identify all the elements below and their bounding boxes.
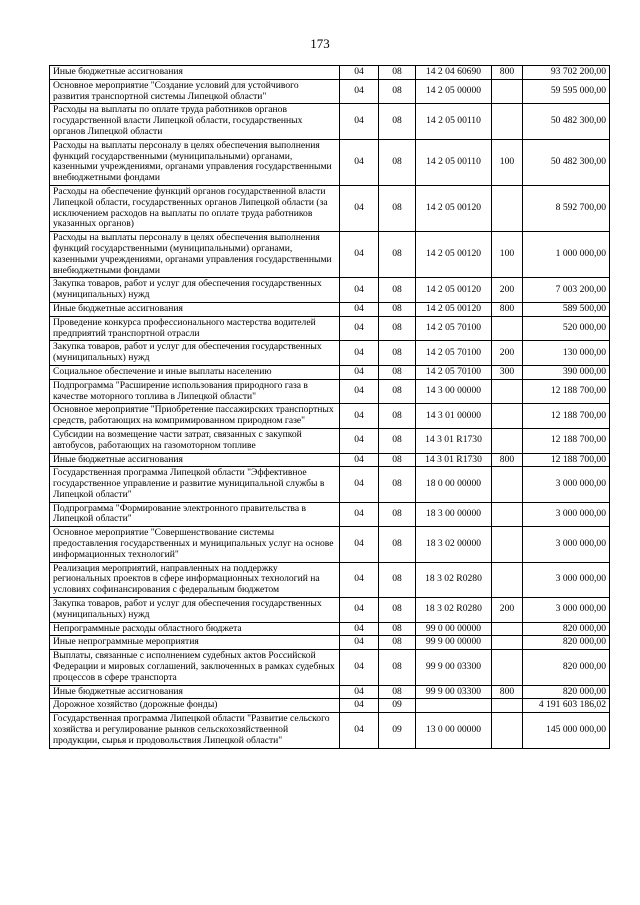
row-target-article: 14 3 00 00000: [416, 379, 492, 404]
row-target-article: 14 3 01 00000: [416, 404, 492, 429]
row-amount: 7 003 200,00: [523, 278, 610, 303]
row-section-code: 04: [340, 502, 379, 527]
row-subsection-code: 08: [379, 650, 416, 685]
row-expense-type: 300: [492, 365, 523, 379]
table-row: [50, 502, 610, 527]
row-expense-type: [492, 428, 523, 453]
row-expense-type: 200: [492, 341, 523, 366]
row-section-code: 04: [340, 302, 379, 316]
row-amount: 50 482 300,00: [523, 139, 610, 185]
row-expense-type: [492, 316, 523, 341]
table-row: [50, 104, 610, 139]
row-section-code: 04: [340, 650, 379, 685]
row-amount: 12 188 700,00: [523, 404, 610, 429]
row-name: Иные бюджетные ассигнования: [50, 453, 340, 467]
row-amount: 3 000 000,00: [523, 467, 610, 502]
table-row: [50, 467, 610, 502]
row-subsection-code: 09: [379, 713, 416, 748]
row-section-code: 04: [340, 636, 379, 650]
row-name: Социальное обеспечение и иные выплаты населению: [50, 365, 340, 379]
row-subsection-code: 08: [379, 527, 416, 562]
row-expense-type: 100: [492, 139, 523, 185]
table-row: [50, 79, 610, 104]
row-section-code: 04: [340, 527, 379, 562]
row-target-article: 14 2 05 00120: [416, 278, 492, 303]
table-row: [50, 699, 610, 713]
row-amount: 820 000,00: [523, 650, 610, 685]
budget-table-body: [50, 66, 610, 749]
row-amount: 820 000,00: [523, 622, 610, 636]
row-target-article: 14 2 05 00110: [416, 139, 492, 185]
row-amount: 130 000,00: [523, 341, 610, 366]
row-name: Непрограммные расходы областного бюджета: [50, 622, 340, 636]
row-amount: 3 000 000,00: [523, 527, 610, 562]
row-amount: 3 000 000,00: [523, 502, 610, 527]
row-section-code: 04: [340, 185, 379, 231]
row-amount: 589 500,00: [523, 302, 610, 316]
row-expense-type: [492, 467, 523, 502]
table-row: [50, 278, 610, 303]
row-expense-type: [492, 104, 523, 139]
row-amount: 93 702 200,00: [523, 66, 610, 80]
row-section-code: 04: [340, 316, 379, 341]
row-subsection-code: 08: [379, 139, 416, 185]
row-section-code: 04: [340, 139, 379, 185]
row-section-code: 04: [340, 365, 379, 379]
row-amount: 4 191 603 186,02: [523, 699, 610, 713]
row-expense-type: [492, 699, 523, 713]
row-amount: 12 188 700,00: [523, 379, 610, 404]
row-section-code: 04: [340, 232, 379, 278]
table-row: [50, 316, 610, 341]
row-subsection-code: 08: [379, 104, 416, 139]
row-expense-type: [492, 713, 523, 748]
row-target-article: 14 3 01 R1730: [416, 428, 492, 453]
row-name: Закупка товаров, работ и услуг для обеспечения государственных (муниципальных) нужд: [50, 598, 340, 623]
row-subsection-code: 08: [379, 598, 416, 623]
row-target-article: [416, 699, 492, 713]
row-name: Основное мероприятие "Создание условий для устойчивого развития транспортной системы Липецкой области": [50, 79, 340, 104]
row-expense-type: [492, 622, 523, 636]
row-name: Расходы на обеспечение функций органов государственной власти Липецкой области, государственных органов Липецкой области (за исключением расходов на выплаты по оплате труда работников указанных органов): [50, 185, 340, 231]
row-section-code: 04: [340, 598, 379, 623]
row-expense-type: [492, 527, 523, 562]
row-subsection-code: 08: [379, 341, 416, 366]
row-subsection-code: 08: [379, 622, 416, 636]
row-section-code: 04: [340, 562, 379, 597]
row-name: Иные бюджетные ассигнования: [50, 685, 340, 699]
table-row: [50, 139, 610, 185]
row-target-article: 99 9 00 03300: [416, 650, 492, 685]
row-amount: 1 000 000,00: [523, 232, 610, 278]
row-section-code: 04: [340, 467, 379, 502]
row-subsection-code: 08: [379, 636, 416, 650]
row-expense-type: [492, 636, 523, 650]
row-section-code: 04: [340, 428, 379, 453]
row-amount: 12 188 700,00: [523, 428, 610, 453]
row-name: Проведение конкурса профессионального мастерства водителей предприятий транспортной отрасли: [50, 316, 340, 341]
row-subsection-code: 08: [379, 302, 416, 316]
row-name: Дорожное хозяйство (дорожные фонды): [50, 699, 340, 713]
table-row: [50, 453, 610, 467]
row-expense-type: 100: [492, 232, 523, 278]
row-name: Закупка товаров, работ и услуг для обеспечения государственных (муниципальных) нужд: [50, 278, 340, 303]
table-row: [50, 685, 610, 699]
row-subsection-code: 08: [379, 453, 416, 467]
row-name: Основное мероприятие "Приобретение пассажирских транспортных средств, работающих на компримированном природном газе": [50, 404, 340, 429]
table-row: [50, 428, 610, 453]
row-target-article: 14 2 05 00110: [416, 104, 492, 139]
table-row: [50, 232, 610, 278]
row-name: Расходы на выплаты персоналу в целях обеспечения выполнения функций государственными (муниципальными) органами, казенными учреждениями, органами управления государственными внебюджетными фондами: [50, 232, 340, 278]
row-expense-type: [492, 502, 523, 527]
row-expense-type: [492, 562, 523, 597]
table-row: [50, 185, 610, 231]
row-target-article: 14 2 05 00120: [416, 232, 492, 278]
row-section-code: 04: [340, 341, 379, 366]
row-section-code: 04: [340, 66, 379, 80]
row-amount: 3 000 000,00: [523, 598, 610, 623]
row-expense-type: 200: [492, 598, 523, 623]
row-subsection-code: 08: [379, 379, 416, 404]
row-section-code: 04: [340, 713, 379, 748]
row-name: Расходы на выплаты по оплате труда работников органов государственной власти Липецкой области, государственных органов Липецкой области: [50, 104, 340, 139]
budget-table: [49, 65, 610, 749]
row-name: Субсидии на возмещение части затрат, связанных с закупкой автобусов, работающих на газомоторном топливе: [50, 428, 340, 453]
row-target-article: 14 2 05 00000: [416, 79, 492, 104]
row-name: Государственная программа Липецкой области "Эффективное государственное управление и развитие муниципальной службы в Липецкой области": [50, 467, 340, 502]
row-subsection-code: 09: [379, 699, 416, 713]
row-subsection-code: 08: [379, 404, 416, 429]
row-subsection-code: 08: [379, 316, 416, 341]
row-expense-type: [492, 79, 523, 104]
row-subsection-code: 08: [379, 278, 416, 303]
row-subsection-code: 08: [379, 232, 416, 278]
row-target-article: 14 2 05 70100: [416, 341, 492, 366]
table-row: [50, 404, 610, 429]
table-row: [50, 302, 610, 316]
row-name: Закупка товаров, работ и услуг для обеспечения государственных (муниципальных) нужд: [50, 341, 340, 366]
table-row: [50, 562, 610, 597]
row-expense-type: [492, 650, 523, 685]
row-amount: 390 000,00: [523, 365, 610, 379]
row-expense-type: 200: [492, 278, 523, 303]
row-target-article: 18 3 00 00000: [416, 502, 492, 527]
row-section-code: 04: [340, 685, 379, 699]
row-target-article: 14 2 05 70100: [416, 365, 492, 379]
row-name: Иные бюджетные ассигнования: [50, 302, 340, 316]
row-subsection-code: 08: [379, 685, 416, 699]
row-subsection-code: 08: [379, 502, 416, 527]
page-number: 173: [310, 36, 330, 51]
row-section-code: 04: [340, 379, 379, 404]
row-target-article: 18 3 02 R0280: [416, 598, 492, 623]
table-row: [50, 622, 610, 636]
row-amount: 820 000,00: [523, 685, 610, 699]
table-row: [50, 650, 610, 685]
row-amount: 3 000 000,00: [523, 562, 610, 597]
row-expense-type: 800: [492, 453, 523, 467]
row-amount: 520 000,00: [523, 316, 610, 341]
table-row: [50, 636, 610, 650]
row-section-code: 04: [340, 699, 379, 713]
row-name: Основное мероприятие "Совершенствование системы предоставления государственных и муниципальных услуг на основе информационных технологий": [50, 527, 340, 562]
row-target-article: 18 0 00 00000: [416, 467, 492, 502]
table-row: [50, 365, 610, 379]
row-target-article: 14 2 05 70100: [416, 316, 492, 341]
row-name: Иные непрограммные мероприятия: [50, 636, 340, 650]
row-amount: 59 595 000,00: [523, 79, 610, 104]
row-amount: 50 482 300,00: [523, 104, 610, 139]
row-subsection-code: 08: [379, 66, 416, 80]
row-section-code: 04: [340, 79, 379, 104]
row-amount: 145 000 000,00: [523, 713, 610, 748]
row-target-article: 99 0 00 00000: [416, 622, 492, 636]
row-amount: 12 188 700,00: [523, 453, 610, 467]
row-name: Реализация мероприятий, направленных на поддержку региональных проектов в сфере информационных технологий на условиях софинансирования с федеральным бюджетом: [50, 562, 340, 597]
row-subsection-code: 08: [379, 365, 416, 379]
row-name: Выплаты, связанные с исполнением судебных актов Российской Федерации и мировых соглашений, заключенных в рамках судебных процессов в сфере транспорта: [50, 650, 340, 685]
table-row: [50, 66, 610, 80]
row-section-code: 04: [340, 453, 379, 467]
row-subsection-code: 08: [379, 562, 416, 597]
row-expense-type: 800: [492, 685, 523, 699]
row-amount: 8 592 700,00: [523, 185, 610, 231]
row-target-article: 14 3 01 R1730: [416, 453, 492, 467]
row-target-article: 14 2 05 00120: [416, 185, 492, 231]
row-section-code: 04: [340, 278, 379, 303]
row-name: Подпрограмма "Формирование электронного правительства в Липецкой области": [50, 502, 340, 527]
row-subsection-code: 08: [379, 467, 416, 502]
row-name: Расходы на выплаты персоналу в целях обеспечения выполнения функций государственными (муниципальными) органами, казенными учреждениями, органами управления государственными внебюджетными фондами: [50, 139, 340, 185]
row-amount: 820 000,00: [523, 636, 610, 650]
row-name: Государственная программа Липецкой области "Развитие сельского хозяйства и регулирование рынков сельскохозяйственной продукции, сырья и продовольствия Липецкой области": [50, 713, 340, 748]
table-row: [50, 527, 610, 562]
table-row: [50, 598, 610, 623]
row-target-article: 99 9 00 00000: [416, 636, 492, 650]
row-section-code: 04: [340, 622, 379, 636]
row-target-article: 14 2 05 00120: [416, 302, 492, 316]
table-row: [50, 379, 610, 404]
row-expense-type: [492, 379, 523, 404]
row-section-code: 04: [340, 404, 379, 429]
row-subsection-code: 08: [379, 79, 416, 104]
row-target-article: 18 3 02 R0280: [416, 562, 492, 597]
table-row: [50, 341, 610, 366]
row-expense-type: 800: [492, 66, 523, 80]
row-target-article: 13 0 00 00000: [416, 713, 492, 748]
row-subsection-code: 08: [379, 185, 416, 231]
row-expense-type: [492, 185, 523, 231]
table-row: [50, 713, 610, 748]
row-target-article: 18 3 02 00000: [416, 527, 492, 562]
row-target-article: 14 2 04 60690: [416, 66, 492, 80]
row-expense-type: [492, 404, 523, 429]
row-subsection-code: 08: [379, 428, 416, 453]
row-target-article: 99 9 00 03300: [416, 685, 492, 699]
row-name: Подпрограмма "Расширение использования природного газа в качестве моторного топлива в Липецкой области": [50, 379, 340, 404]
row-expense-type: 800: [492, 302, 523, 316]
row-section-code: 04: [340, 104, 379, 139]
row-name: Иные бюджетные ассигнования: [50, 66, 340, 80]
